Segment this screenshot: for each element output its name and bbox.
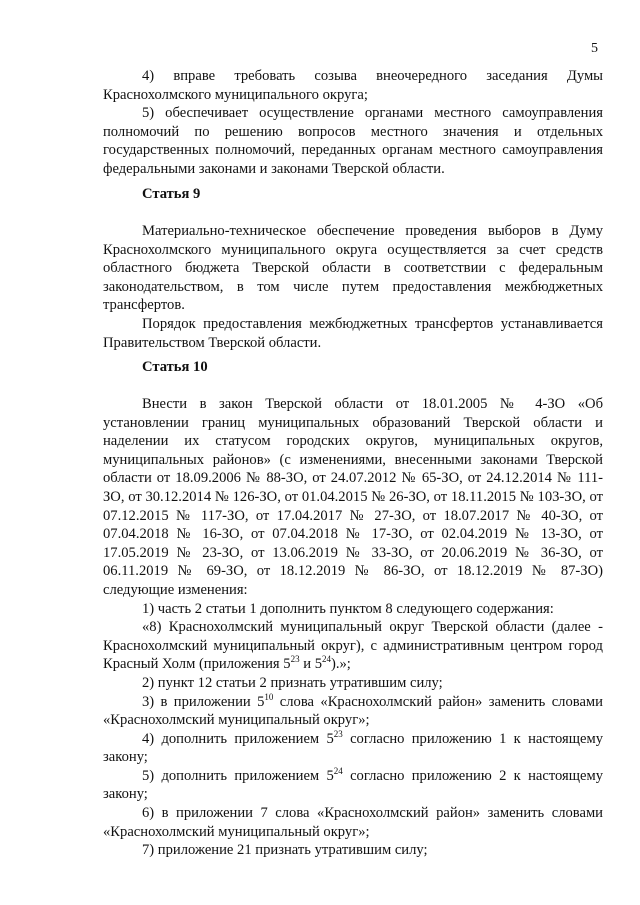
article10-intro: Внести в закон Тверской области от 18.01.2005 № 4-ЗО «Об установлении границ муниципальных образований Тверской области и наделении их статусом городских округов, муниципальных округов, муниципальных районов» (с изменениями, внесенными законами Тверской области от 18.09.2006 № 88-ЗО, от 24.07.2012 № 65-ЗО, от 24.12.2014 № 111-ЗО, от 30.12.2014 № 126-ЗО, от 01.04.2015 № 26-ЗО, от 18.11.2015 № 103-ЗО, от 07.12.2015 № 117-ЗО, от 17.04.2017 № 27-ЗО, от 18.07.2017 № 40-ЗО, от 07.04.2018 № 16-ЗО, от 07.04.2018 № 17-ЗО, от 02.04.2019 № 13-ЗО, от 17.05.2019 № 23-ЗО, от 13.06.2019 № 33-ЗО, от 20.06.2019 № 36-ЗО, от 06.11.2019 № 69-ЗО, от 18.12.2019 № 86-ЗО, от 18.12.2019 № 87-ЗО) следующие изменения:	[103, 396, 603, 598]
amendment-item-7: 7) приложение 21 признать утратившим силу;	[142, 842, 428, 859]
article10-body	[103, 395, 603, 860]
article9-title: Статья 9	[142, 186, 201, 202]
amendment-item-1-quote: «8) Краснохолмский муниципальный округ Тверской области (далее - Краснохолмский муниципальный округ), с административным центром город Красный Холм (приложения $5^{23}$ и $5^{24}$).»;	[103, 619, 603, 673]
paragraph-part5: 5) обеспечивает осуществление органами местного самоуправления полномочий по решению вопросов местного значения и отдельных государственных полномочий, переданных органам местного самоуправления федеральными законами и законами Тверской области.	[103, 105, 603, 177]
article9	[103, 185, 603, 204]
article9-body	[103, 222, 603, 352]
paragraph-part4: 4) вправе требовать созыва внеочередного заседания Думы Краснохолмского муниципального округа;	[103, 68, 603, 103]
amendment-item-6: 6) в приложении 7 слова «Краснохолмский район» заменить словами «Краснохолмский муниципальный округ»;	[103, 805, 603, 840]
article9-paragraph-2: Порядок предоставления межбюджетных трансфертов устанавливается Правительством Тверской области.	[103, 315, 603, 351]
article10-title: Статья 10	[142, 359, 208, 375]
amendment-item-5: 5) дополнить приложением $5^{24}$ согласно приложению 2 к настоящему закону;	[103, 765, 603, 803]
article9-paragraph-1: Материально-техническое обеспечение проведения выборов в Думу Краснохолмского муниципального округа осуществляется за счет средств областного бюджета Тверской области в соответствии с федеральным законодательством, в том числе путем предоставления межбюджетных трансфертов.	[103, 223, 603, 314]
amendment-item-2: 2) пункт 12 статьи 2 признать утратившим силу;	[142, 674, 443, 691]
amendment-item-1: 1) часть 2 статьи 1 дополнить пунктом 8 следующего содержания:	[142, 600, 554, 617]
article10	[103, 358, 603, 377]
page-number: 5	[591, 41, 598, 56]
amendment-item-3: 3) в приложении $5^{10}$ слова «Краснохолмский район» заменить словами «Краснохолмский муниципальный округ»;	[103, 691, 603, 729]
amendment-item-4: 4) дополнить приложением $5^{23}$ согласно приложению 1 к настоящему закону;	[103, 728, 603, 766]
article8-tail	[103, 67, 603, 179]
